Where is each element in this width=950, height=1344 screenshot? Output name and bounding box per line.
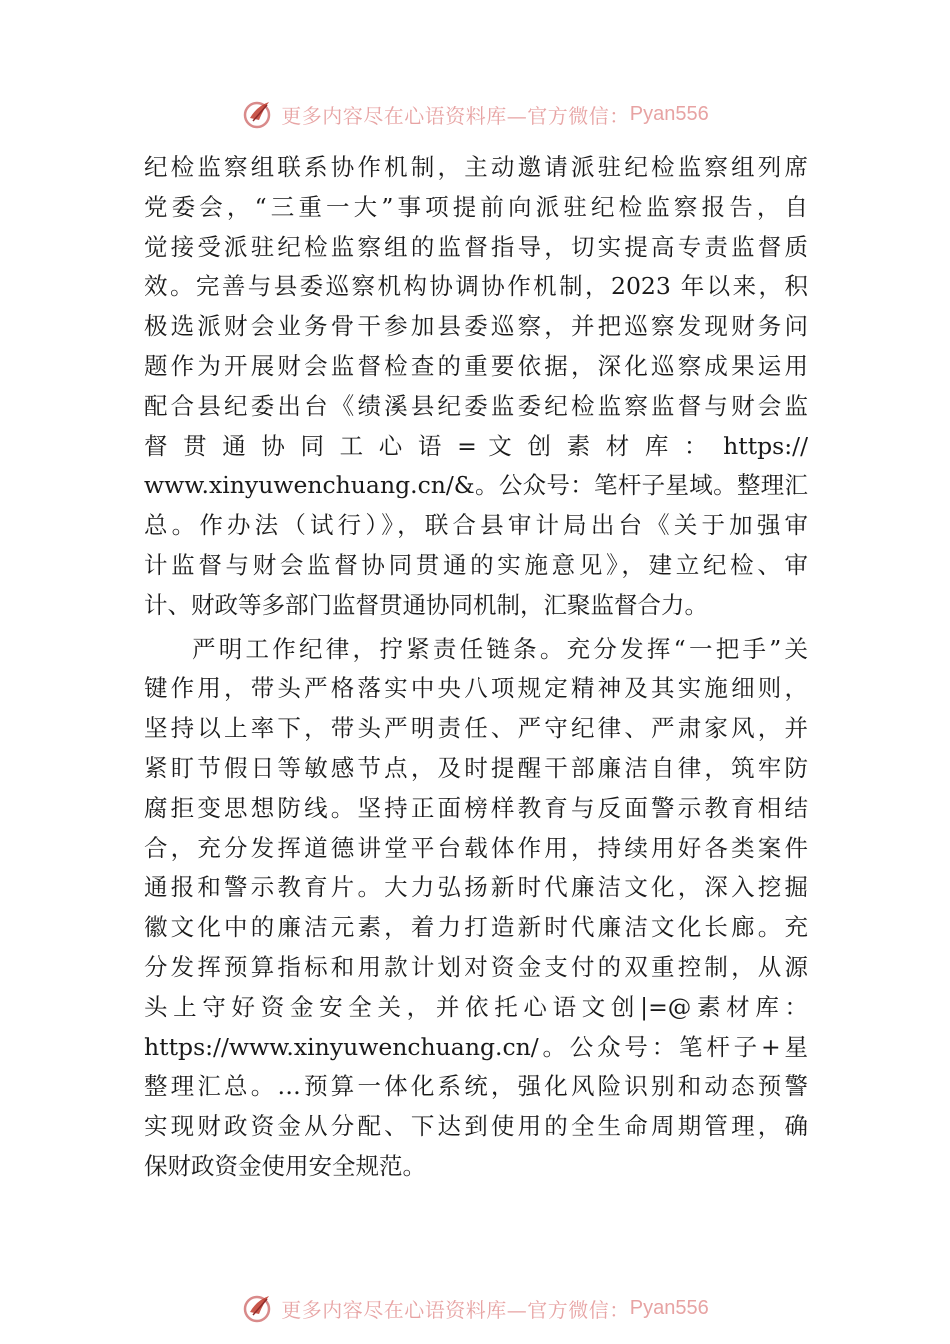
xinyu-logo-icon [241, 1290, 277, 1326]
header-watermark [0, 94, 950, 134]
text-line: 党委会，“三重一大”事项提前向派驻纪检监察报告，自 [144, 192, 808, 221]
text-line: 分发挥预算指标和用款计划对资金支付的双重控制，从源 [144, 952, 808, 981]
text-line: 徽文化中的廉洁元素，着力打造新时代廉洁文化长廊。充 [144, 913, 808, 942]
text-line: 总。作办法（试行）》，联合县审计局出台《关于加强审 [144, 511, 808, 540]
text-line: 效。完善与县委巡察机构协调协作机制，2023 年以来，积 [144, 272, 808, 301]
text-line: 紧盯节假日等敏感节点，及时提醒干部廉洁自律，筑牢防 [144, 753, 808, 782]
text-line: 头上守好资金安全关，并依托心语文创|=@素材库： [144, 992, 808, 1021]
text-line: 合，充分发挥道德讲堂平台载体作用，持续用好各类案件 [144, 833, 808, 862]
text-line: 严明工作纪律，拧紧责任链条。充分发挥“一把手”关 [192, 634, 808, 663]
text-line: 纪检监察组联系协作机制，主动邀请派驻纪检监察组列席 [144, 153, 808, 181]
watermark-wechat-id: Pyan556 [629, 102, 709, 125]
text-line: 键作用，带头严格落实中央八项规定精神及其实施细则， [144, 674, 808, 703]
paragraph-2 [144, 630, 808, 1187]
text-line: 督 贯 通 协 同 工 心 语 = 文 创 素 材 库 ： https:// [144, 431, 808, 460]
text-line: 实现财政资金从分配、下达到使用的全生命周期管理，确 [144, 1112, 808, 1141]
text-line: 保财政资金使用安全规范。 [144, 1151, 426, 1180]
xinyu-logo-icon [241, 96, 277, 132]
footer-watermark [0, 1288, 950, 1328]
text-line: www.xinyuwenchuang.cn/&。公众号：笔杆子星域。整理汇 [144, 471, 808, 500]
text-line: 题作为开展财会监督检查的重要依据，深化巡察成果运用 [144, 351, 808, 380]
text-line: 配合县纪委出台《绩溪县纪委监委纪检监察监督与财会监 [144, 391, 808, 420]
watermark-text: 更多内容尽在心语资料库—官方微信： [281, 1297, 630, 1322]
text-line: 坚持以上率下，带头严明责任、严守纪律、严肃家风，并 [144, 714, 808, 743]
text-line: 计、财政等多部门监督贯通协同机制，汇聚监督合力。 [144, 590, 708, 619]
watermark-wechat-id: Pyan556 [629, 1296, 709, 1319]
text-line: 计监督与财会监督协同贯通的实施意见》，建立纪检、审 [144, 550, 808, 579]
article-body [144, 148, 808, 1187]
text-line: 腐拒变思想防线。坚持正面榜样教育与反面警示教育相结 [144, 793, 808, 822]
text-line: 觉接受派驻纪检监察组的监督指导，切实提高专责监督质 [144, 232, 808, 261]
text-line: 整理汇总。…预算一体化系统，强化风险识别和动态预警 [144, 1072, 808, 1101]
paragraph-1 [144, 148, 808, 626]
text-line: 通报和警示教育片。大力弘扬新时代廉洁文化，深入挖掘 [144, 873, 808, 902]
watermark-text: 更多内容尽在心语资料库—官方微信： [281, 103, 630, 128]
text-line: https://www.xinyuwenchuang.cn/。公众号：笔杆子+星 [144, 1032, 808, 1061]
text-line: 极选派财会业务骨干参加县委巡察，并把巡察发现财务问 [144, 312, 808, 341]
